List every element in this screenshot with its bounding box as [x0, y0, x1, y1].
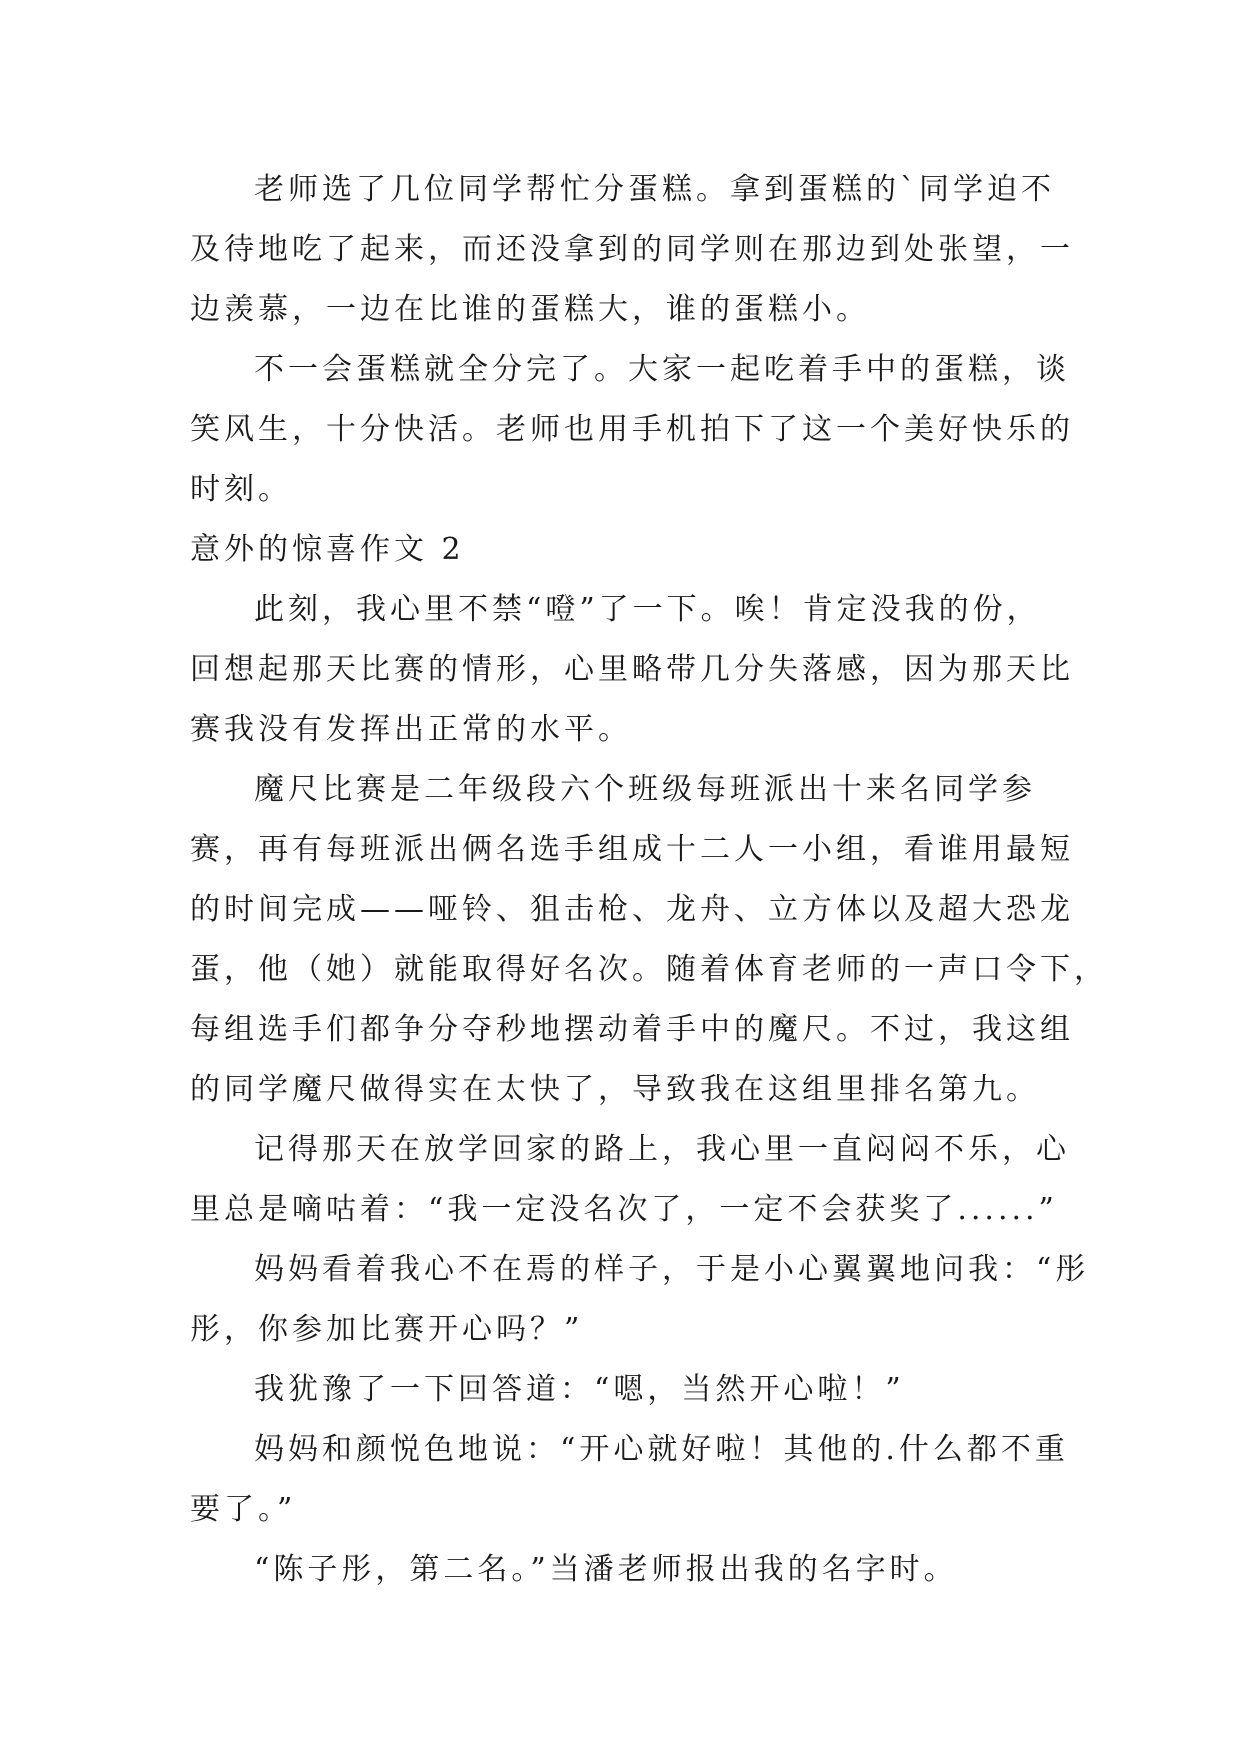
text-line: 要了。”	[190, 1492, 297, 1527]
text-line: 妈妈和颜悦色地说：“开心就好啦！其他的.什么都不重	[254, 1432, 1069, 1467]
text-line: 里总是嘀咕着：“我一定没名次了，一定不会获奖了......”	[190, 1192, 1058, 1227]
text-line: 蛋，他（她）就能取得好名次。随着体育老师的一声口令下，	[190, 952, 1108, 987]
text-line: 赛我没有发挥出正常的水平。	[190, 712, 632, 747]
text-line: 魔尺比赛是二年级段六个班级每班派出十来名同学参	[254, 772, 1036, 807]
section-heading: 意外的惊喜作文 2	[190, 532, 465, 567]
text-line: 老师选了几位同学帮忙分蛋糕。拿到蛋糕的`同学迫不	[254, 172, 1055, 207]
text-line: 记得那天在放学回家的路上，我心里一直闷闷不乐，心	[254, 1132, 1070, 1167]
text-line: 及待地吃了起来，而还没拿到的同学则在那边到处张望，一	[190, 232, 1074, 267]
text-line: 边羡慕，一边在比谁的蛋糕大，谁的蛋糕小。	[190, 292, 870, 327]
text-line: 此刻，我心里不禁“噔”了一下。唉！肯定没我的份，	[254, 592, 1041, 627]
text-line: 彤，你参加比赛开心吗？”	[190, 1312, 584, 1347]
text-line: 我犹豫了一下回答道：“嗯，当然开心啦！”	[254, 1372, 905, 1407]
text-line: “陈子彤，第二名。”当潘老师报出我的名字时。	[254, 1552, 958, 1587]
text-line: 笑风生，十分快活。老师也用手机拍下了这一个美好快乐的	[190, 412, 1074, 447]
article-body	[190, 160, 1108, 1600]
text-line: 赛，再有每班派出俩名选手组成十二人一小组，看谁用最短	[190, 832, 1074, 867]
text-line: 不一会蛋糕就全分完了。大家一起吃着手中的蛋糕，谈	[254, 352, 1070, 387]
text-line: 每组选手们都争分夺秒地摆动着手中的魔尺。不过，我这组	[190, 1012, 1074, 1047]
text-line: 时刻。	[190, 472, 292, 507]
text-line: 的时间完成——哑铃、狙击枪、龙舟、立方体以及超大恐龙	[190, 892, 1074, 927]
text-line: 回想起那天比赛的情形，心里略带几分失落感，因为那天比	[190, 652, 1074, 687]
text-line: 的同学魔尺做得实在太快了，导致我在这组里排名第九。	[190, 1072, 1040, 1107]
text-line: 妈妈看着我心不在焉的样子，于是小心翼翼地问我：“彤	[254, 1252, 1090, 1287]
